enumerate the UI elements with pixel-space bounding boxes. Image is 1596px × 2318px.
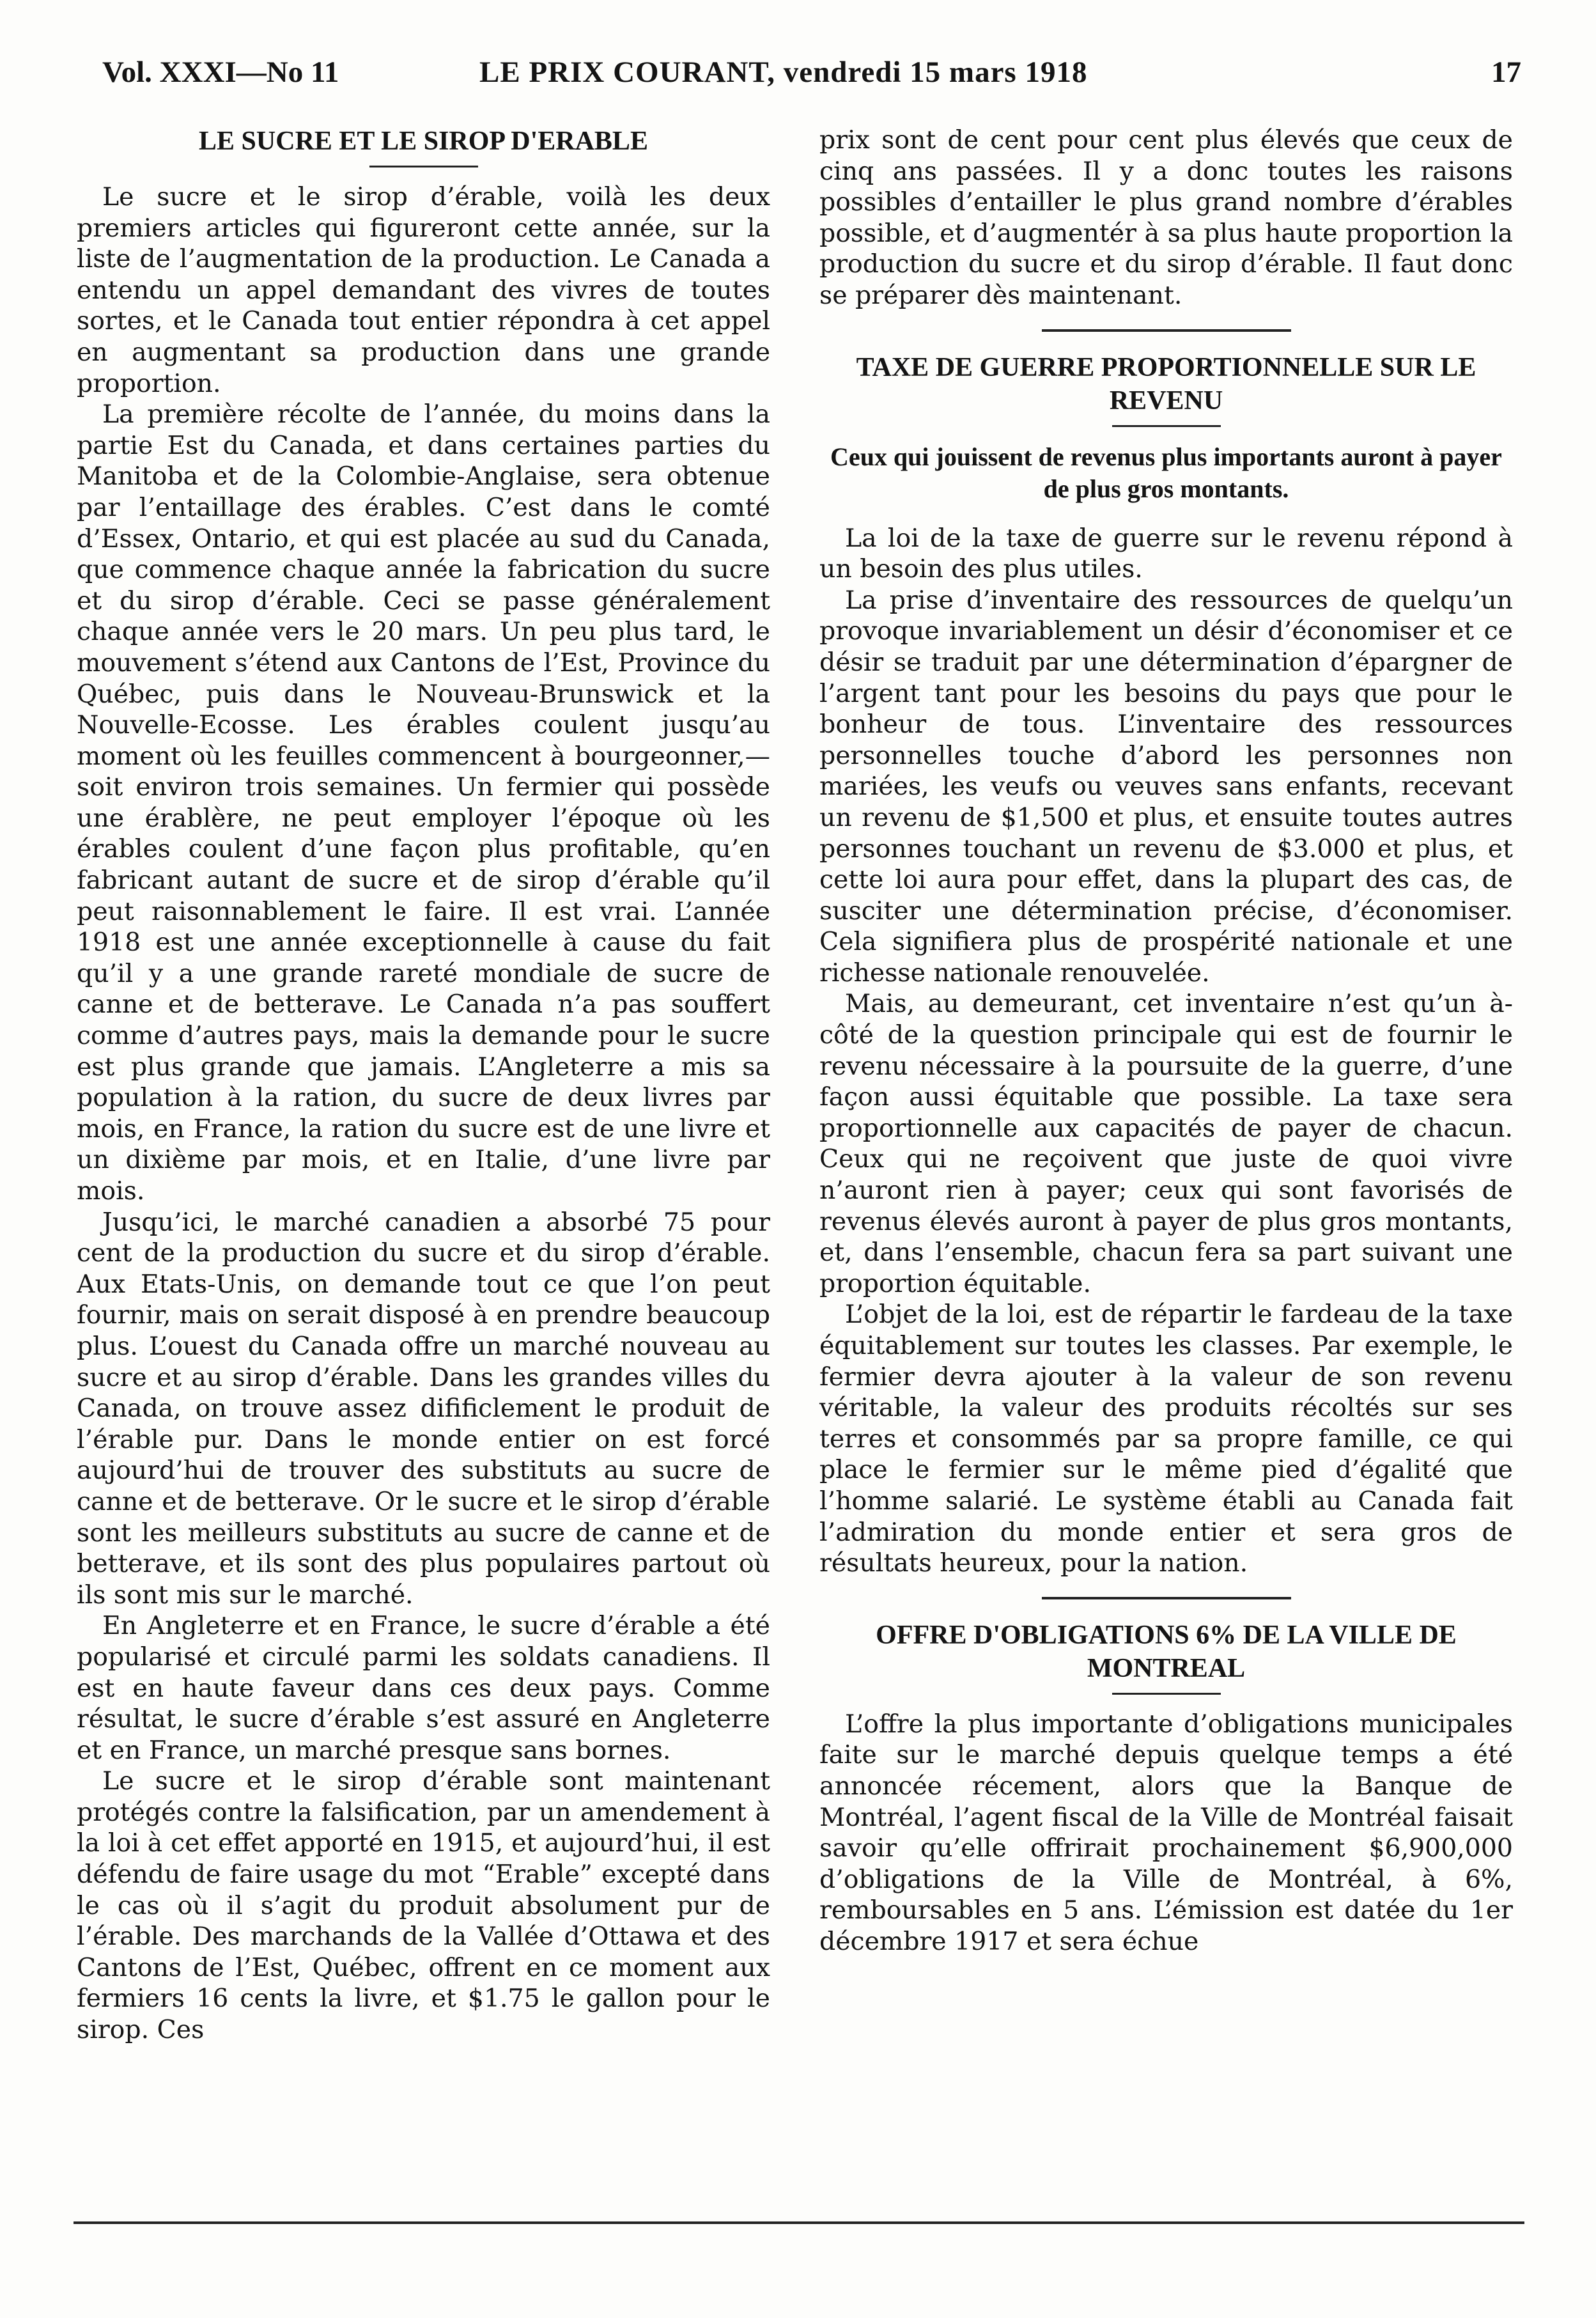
article-paragraph: Jusqu’ici, le marché canadien a absorbé 75 pour cent de la production du sucre et du sirop d’érable. Aux Etats-Unis, on demande tout ce que l’on peut fournir, mais on serait disposé à en prendre beaucoup plus. L’ouest du Canada offre un marché nouveau au sucre et au sirop d’érable. Dans les grandes villes du Canada, on trouve assez difificlement le produit de l’érable pur. Dans le monde entier on est forcé aujourd’hui de trouver des substituts au sucre de canne et de betterave. Or le sucre et le sirop d’érable sont les meilleurs substituts au sucre de canne et de betterave, et ils sont des plus populaires partout où ils sont mis sur le marché. bbox=[77, 1207, 770, 1610]
article-paragraph: La première récolte de l’année, du moins dans la partie Est du Canada, et dans certaines parties du Manitoba et de la Colombie-Anglaise, sera obtenue par l’entaillage des érables. C’est dans le comté d’Essex, Ontario, et qui est placée au sud du Canada, que commence chaque année la fabrication du sucre et du sirop d’érable. Ceci se passe généralement chaque année vers le 20 mars. Un peu plus tard, le mouvement s’étend aux Cantons de l’Est, Province du Québec, puis dans le Nouveau-Brunswick et la Nouvelle-Ecosse. Les érables coulent jusqu’au moment où les feuilles commencent à bourgeonner,—soit environ trois semaines. Un fermier qui possède une érablère, ne peut employer l’époque où les érables coulent d’une façon plus profitable, qu’en fabricant autant de sucre et de sirop d’érable qu’il peut raisonnablement le faire. Il est vrai. L’année 1918 est une année exceptionnelle à cause du fait qu’il y a une grande rareté mondiale de sucre de canne et de betterave. Le Canada n’a pas souffert comme d’autres pays, mais la demande pour le sucre est plus grande que jamais. L’Angleterre a mis sa population à la ration, du sucre de deux livres par mois, en France, la ration du sucre est de une livre et un dixième par mois, et en Italie, d’une livre par mois. bbox=[77, 400, 770, 1206]
article-paragraph: L’offre la plus importante d’obligations municipales faite sur le marché depuis quelque temps a été annoncée récement, alors que la Banque de Montréal, l’agent fiscal de la Ville de Montréal faisait savoir qu’elle offrirait prochainement $6,900,000 d’obligations de la Ville de Montréal, à 6%, remboursables en 5 ans. L’émission est datée du 1er décembre 1917 et sera échue bbox=[819, 1709, 1513, 1956]
article-paragraph: Le sucre et le sirop d’érable sont maintenant protégés contre la falsification, par un amendement à la loi à cet effet apporté en 1915, et aujourd’hui, il est défendu de faire usage du mot “Erable” excepté dans le cas où il s’agit du produit absolument pur de l’érable. Des marchands de la Vallée d’Ottawa et des Cantons de l’Est, Québec, offrent en ce moment aux fermiers 16 cents la livre, et $1.75 le gallon pour le sirop. Ces bbox=[77, 1766, 770, 2045]
article-paragraph: Mais, au demeurant, cet inventaire n’est qu’un à-côté de la question principale qui est de fournir le revenu nécessaire à la poursuite de la guerre, d’une façon aussi équitable que possible. La taxe sera proportionnelle aux capacités de payer de chacun. Ceux qui ne reçoivent que juste de quoi vivre n’auront rien à payer; ceux qui sont favorisés de revenus élevés auront à payer de plus gros montants, et, dans l’ensemble, chacun fera sa part suivant une proportion équitable. bbox=[819, 989, 1513, 1298]
left-column bbox=[77, 125, 770, 2046]
volume-number: Vol. XXXI—No 11 bbox=[102, 56, 339, 89]
article-subtitle: Ceux qui jouissent de revenus plus importants auront à payer de plus gros montants. bbox=[830, 442, 1502, 503]
footer-divider bbox=[74, 2221, 1524, 2224]
page-number: 17 bbox=[1491, 56, 1521, 89]
title-divider bbox=[1112, 1693, 1221, 1695]
title-divider bbox=[369, 166, 478, 167]
section-divider bbox=[1042, 329, 1291, 332]
article-paragraph: La loi de la taxe de guerre sur le revenu répond à un besoin des plus utiles. bbox=[819, 523, 1513, 584]
ad-frame-svg bbox=[74, 2234, 1528, 2311]
article-title-war-tax: TAXE DE GUERRE PROPORTIONNELLE SUR LE REVENU bbox=[856, 352, 1476, 416]
article-paragraph: L’objet de la loi, est de répartir le fardeau de la taxe équitablement sur toutes les classes. Par exemple, le fermier devra ajouter à la valeur de son revenu véritable, la valeur des produits récoltés sur ses terres et consommés par sa propre famille, ce qui place le fermier sur le même pied d’égalité que l’homme salarié. Le système établi au Canada fait l’admiration du monde entier et sera gros de résultats heureux, pour la nation. bbox=[819, 1300, 1513, 1578]
article-paragraph: La prise d’inventaire des ressources de quelqu’un provoque invariablement un désir d’économiser et ce désir se traduit par une détermination d’épargner de l’argent tant pour les besoins du pays que pour le bonheur de tous. L’inventaire des ressources personnelles touche d’abord les personnes non mariées, les veufs ou veuves sans enfants, recevant un revenu de $1,500 et plus, et ensuite toutes autres personnes touchant un revenu de $3.000 et plus, et cette loi aura pour effet, dans la plupart des cas, de susciter une détermination précise, d’économiser. Cela signifiera plus de prospérité nationale et une richesse nationale renouvelée. bbox=[819, 585, 1513, 988]
publication-title: LE PRIX COURANT, vendredi 15 mars 1918 bbox=[479, 56, 1088, 89]
right-column bbox=[819, 125, 1513, 1957]
section-divider bbox=[1042, 1597, 1291, 1599]
article-paragraph: En Angleterre et en France, le sucre d’érable a été popularisé et circulé parmi les soldats canadiens. Il est en haute faveur dans ces deux pays. Comme résultat, le sucre d’érable s’est assuré en Angleterre et en France, un marché presque sans bornes. bbox=[77, 1611, 770, 1765]
article-title-maple-sugar: LE SUCRE ET LE SIROP D'ERABLE bbox=[199, 127, 648, 156]
page-header bbox=[102, 55, 1521, 100]
title-divider bbox=[1112, 425, 1221, 427]
article-continuation: prix sont de cent pour cent plus élevés que ceux de cinq ans passées. Il y a donc toutes les raisons possibles d’entailler le plus grand nombre d’érables possible, et d’augmentér à sa plus haute proportion la production du sucre et du sirop d’érable. Il faut donc se préparer dès maintenant. bbox=[819, 125, 1513, 310]
article-title-montreal-bonds: OFFRE D'OBLIGATIONS 6% DE LA VILLE DE MONTREAL bbox=[876, 1620, 1457, 1683]
article-paragraph: Le sucre et le sirop d’érable, voilà les deux premiers articles qui figureront cette année, sur la liste de l’augmentation de la production. Le Canada a entendu un appel demandant des vivres de toutes sortes, et le Canada tout entier répondra à cet appel en augmentant sa production dans une grande proportion. bbox=[77, 182, 770, 398]
